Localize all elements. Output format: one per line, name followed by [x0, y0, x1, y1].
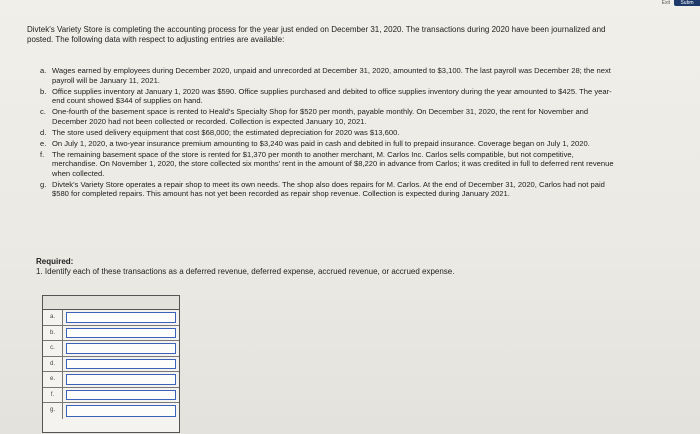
item-marker: f. [40, 149, 45, 159]
list-item [40, 139, 620, 149]
answer-input-c[interactable] [66, 343, 176, 354]
row-label: c. [43, 341, 63, 356]
answer-input-a[interactable] [66, 312, 176, 323]
top-toolbar [580, 0, 700, 6]
answer-input-e[interactable] [66, 374, 176, 385]
adjusting-entries-list [40, 66, 620, 200]
answer-input-d[interactable] [66, 359, 176, 370]
answer-input-b[interactable] [66, 328, 176, 339]
table-row [43, 326, 179, 342]
row-label: e. [43, 372, 63, 387]
submit-button[interactable]: Subm [674, 0, 700, 6]
answer-table-header [43, 296, 179, 310]
list-item [40, 87, 620, 106]
item-marker: d. [40, 127, 47, 137]
item-text: The store used delivery equipment that cost $68,000; the estimated depreciation for 2020 was $13,600. [52, 127, 400, 137]
answer-input-f[interactable] [66, 390, 176, 401]
item-marker: g. [40, 179, 47, 189]
item-text: On July 1, 2020, a two-year insurance premium amounting to $3,240 was paid in cash and debited in full to prepaid insurance. Coverage began on July 1, 2020. [52, 138, 590, 148]
item-text: Wages earned by employees during December 2020, unpaid and unrecorded at December 31, 2020, amounted to $3,100. The last payroll was December 28; the next payroll will be January 11, 2021. [52, 66, 611, 85]
item-marker: c. [40, 107, 46, 117]
table-row [43, 310, 179, 326]
table-row [43, 372, 179, 388]
list-item [40, 107, 620, 126]
item-text: Divtek's Variety Store operates a repair shop to meet its own needs. The shop also does repairs for M. Carlos. At the end of December 31, 2020, Carlos had not paid $580 for completed repairs. This amount has not yet been recorded as repair shop revenue. Collection is expected during January 2021. [52, 179, 605, 199]
table-row [43, 341, 179, 357]
list-item [40, 128, 620, 138]
item-text: One-fourth of the basement space is rented to Heald's Specialty Shop for $520 per month, payable monthly. On December 31, 2020, the rent for November and December 2020 had not been collected or recorded. Collection is expected January 10, 2021. [52, 107, 589, 126]
list-item [40, 150, 620, 179]
answer-table [42, 295, 180, 433]
row-label: f. [43, 388, 63, 403]
row-label: a. [43, 310, 63, 325]
table-row [43, 388, 179, 404]
item-text: The remaining basement space of the store is rented for $1,370 per month to another merchant, M. Carlos Inc. Carlos sells compatible, but not competitive, merchandise. On November 1, 2020, the store collected six months' rent in the amount of $8,220 in advance from Carlos; it was credited in full to deferred rent revenue when collected. [52, 149, 614, 178]
problem-intro: Divtek's Variety Store is completing the accounting process for the year just ended on December 31, 2020. The transactions during 2020 have been journalized and posted. The following data with respect to adjusting entries are available: [27, 25, 606, 44]
question-text: 1. Identify each of these transactions as a deferred revenue, deferred expense, accrued revenue, or accrued expense. [36, 267, 455, 276]
item-marker: e. [40, 138, 47, 148]
row-label: d. [43, 357, 63, 372]
list-item [40, 66, 620, 85]
row-label: b. [43, 326, 63, 341]
required-heading: Required: [36, 257, 74, 266]
table-row [43, 357, 179, 373]
item-marker: b. [40, 86, 47, 96]
answer-input-g[interactable] [66, 405, 176, 417]
item-text: Office supplies inventory at January 1, 2020 was $590. Office supplies purchased and debited to office supplies inventory during the year amounted to $425. The year-end count showed $344 of supplies on hand. [52, 86, 612, 106]
row-label: g. [43, 403, 63, 419]
item-marker: a. [40, 66, 47, 75]
table-row [43, 403, 179, 419]
list-item [40, 180, 620, 199]
exit-link[interactable]: Exit [661, 0, 670, 6]
